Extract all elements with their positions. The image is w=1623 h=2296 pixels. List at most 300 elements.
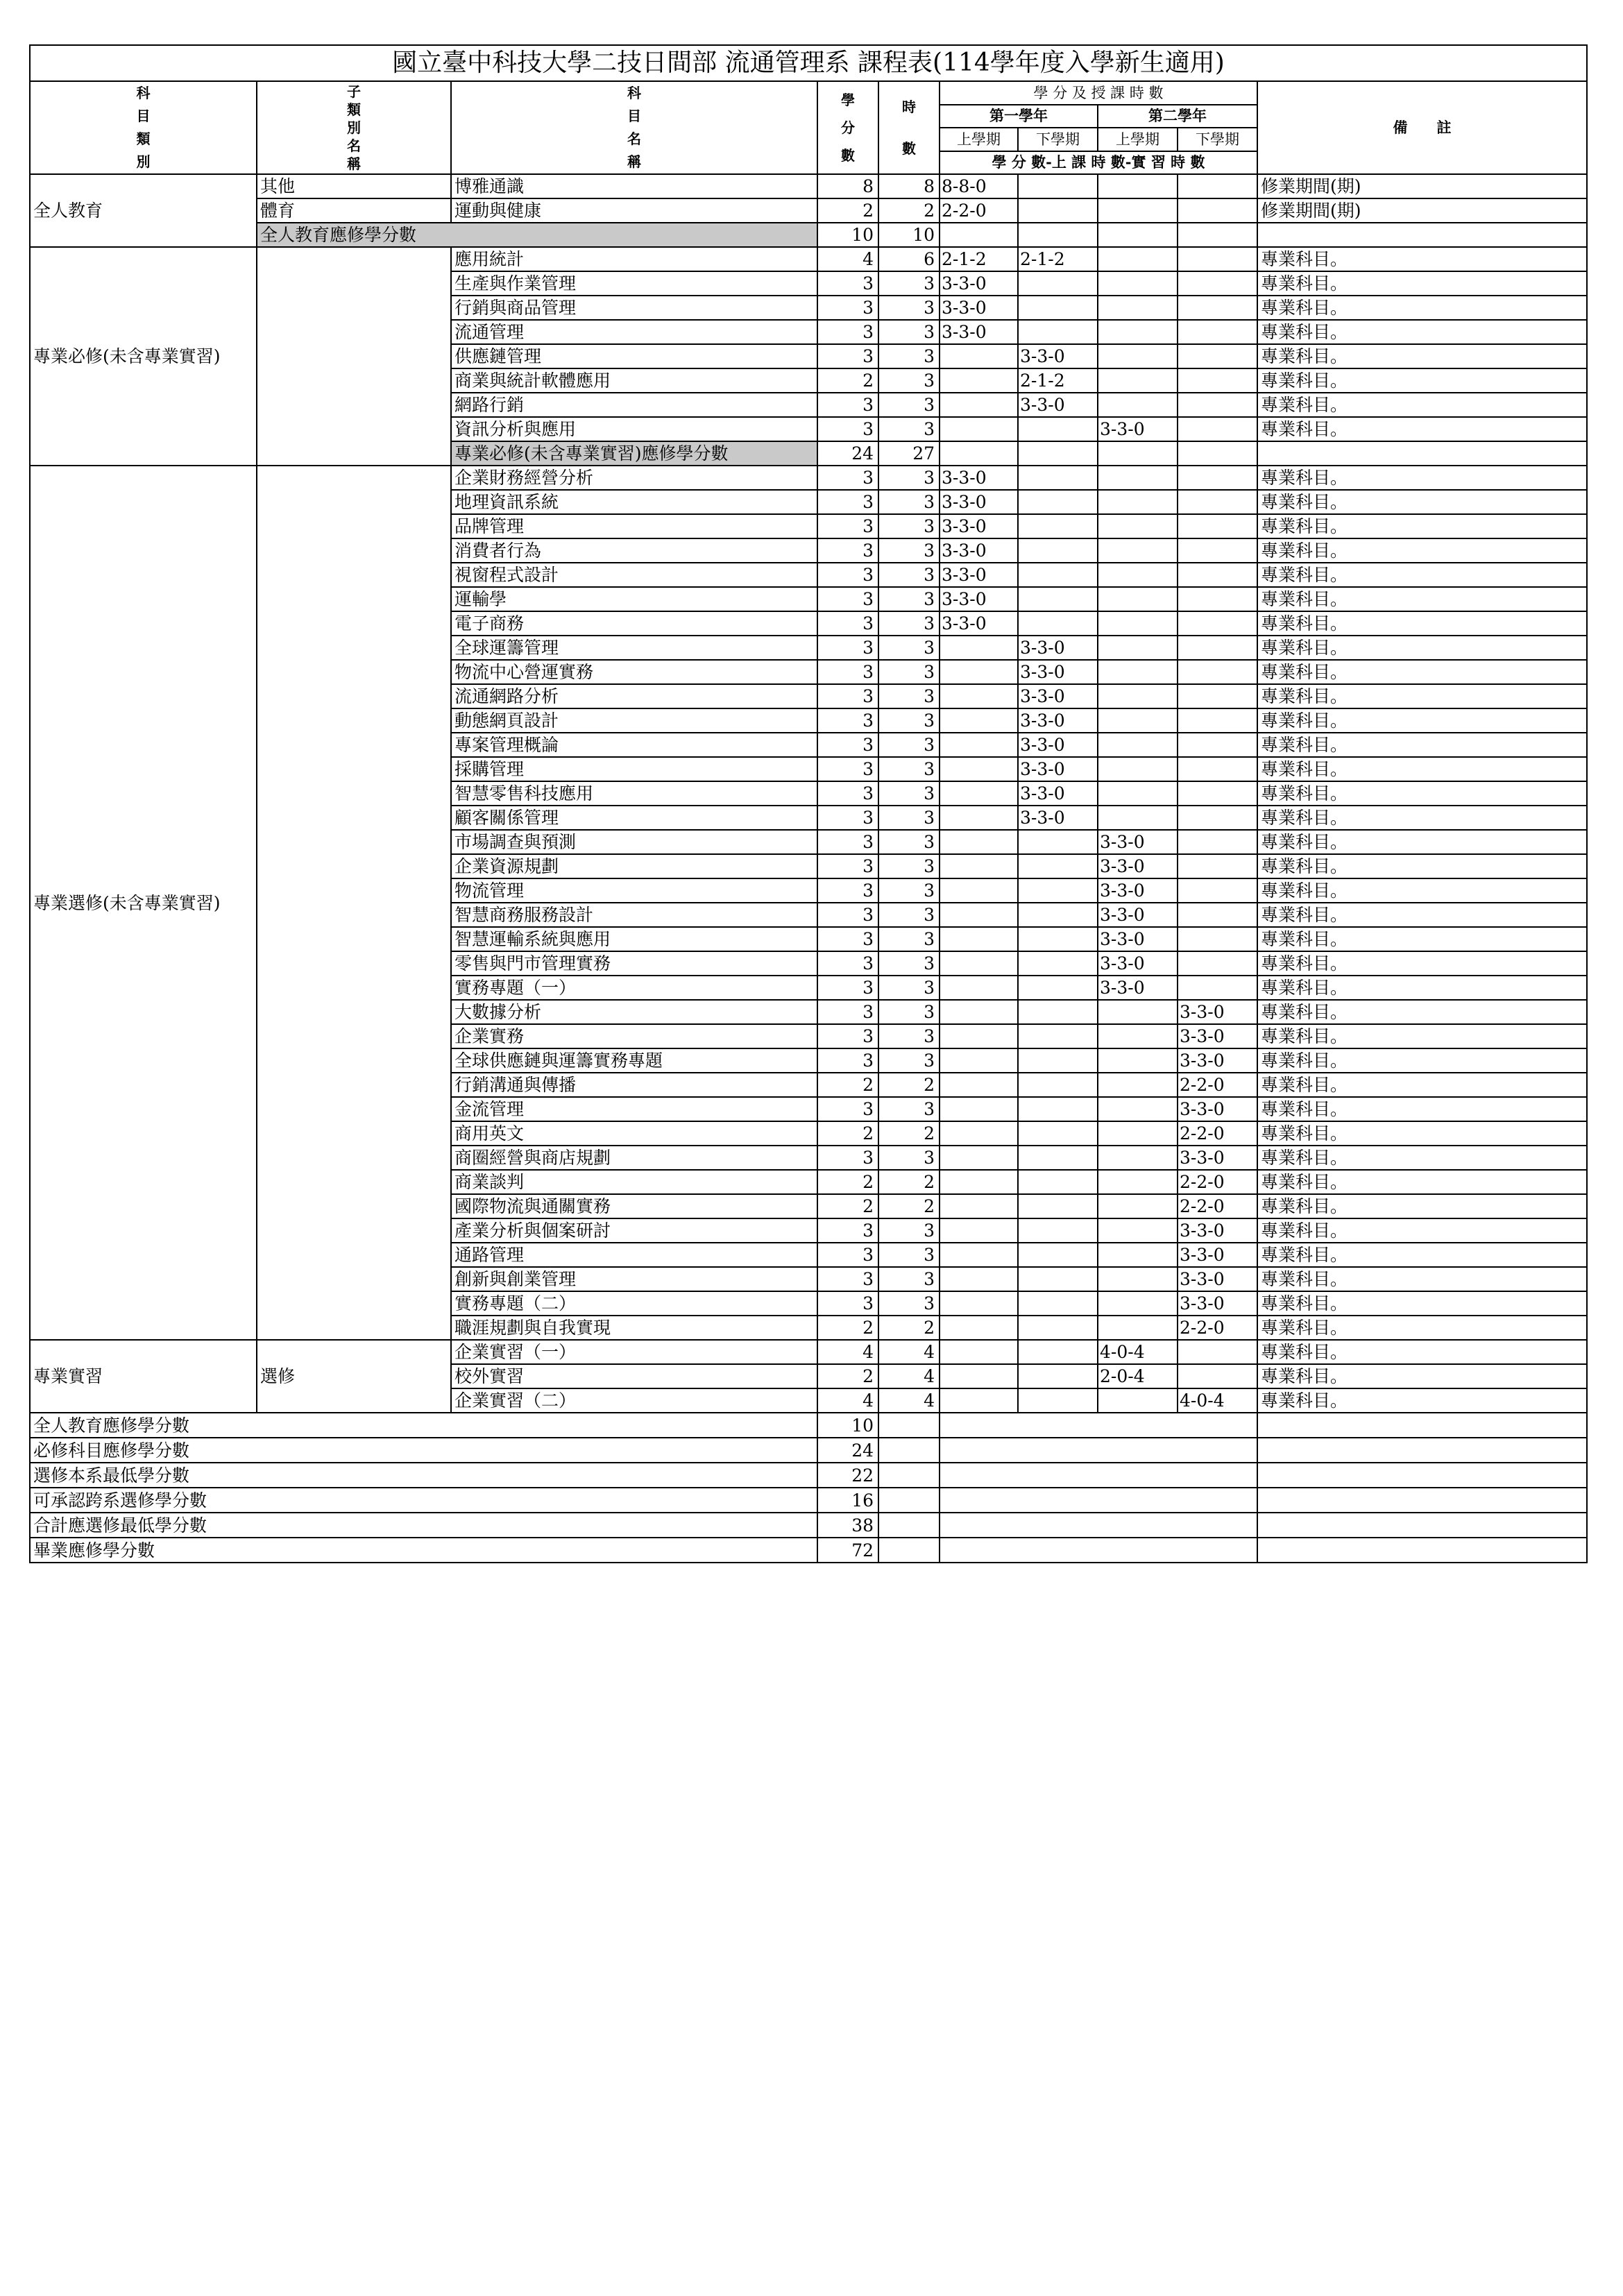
schedule-y1s2: 3-3-0 (1018, 636, 1098, 660)
schedule-y1s1 (940, 708, 1018, 733)
hours-value: 3 (878, 538, 940, 563)
schedule-y2s1 (1098, 1243, 1178, 1267)
credits-value: 3 (817, 271, 878, 296)
summary-credits: 24 (817, 1438, 878, 1463)
credits-value: 3 (817, 563, 878, 587)
subcategory-cell: 體育 (257, 198, 451, 223)
schedule-y1s1 (940, 1243, 1018, 1267)
schedule-y2s2: 2-2-0 (1178, 1073, 1257, 1097)
schedule-y1s1 (940, 927, 1018, 951)
hours-value: 3 (878, 781, 940, 806)
schedule-y2s2 (1178, 466, 1257, 490)
course-name: 流通網路分析 (451, 684, 817, 708)
schedule-y1s1 (940, 976, 1018, 1000)
schedule-y2s1 (1098, 1316, 1178, 1340)
schedule-y1s2 (1018, 563, 1098, 587)
schedule-y2s1: 3-3-0 (1098, 927, 1178, 951)
course-name: 校外實習 (451, 1364, 817, 1388)
schedule-y1s1 (940, 878, 1018, 903)
credits-value: 3 (817, 830, 878, 854)
header-sem-y1s1: 上學期 (940, 128, 1018, 151)
header-year2: 第二學年 (1098, 105, 1257, 128)
summary-row (30, 1538, 1587, 1563)
schedule-y1s2 (1018, 271, 1098, 296)
schedule-y2s2: 3-3-0 (1178, 1000, 1257, 1024)
schedule-y2s1 (1098, 1218, 1178, 1243)
course-name: 應用統計 (451, 247, 817, 271)
schedule-empty (940, 1438, 1257, 1463)
credits-value: 2 (817, 1316, 878, 1340)
summary-row (30, 1438, 1587, 1463)
credits-value: 3 (817, 806, 878, 830)
schedule-y1s1 (940, 368, 1018, 393)
hours-value: 3 (878, 878, 940, 903)
hours-value: 3 (878, 806, 940, 830)
schedule-y1s1: 3-3-0 (940, 296, 1018, 320)
schedule-y1s2 (1018, 1073, 1098, 1097)
remark-cell: 專業科目。 (1257, 1388, 1587, 1413)
schedule-y2s1 (1098, 1146, 1178, 1170)
remark-cell: 專業科目。 (1257, 806, 1587, 830)
remark-cell: 專業科目。 (1257, 1340, 1587, 1364)
schedule-y1s2 (1018, 854, 1098, 878)
hours-value: 3 (878, 271, 940, 296)
hours-value: 3 (878, 1048, 940, 1073)
schedule-y1s1 (940, 684, 1018, 708)
remark-cell (1257, 1513, 1587, 1538)
course-name: 商業與統計軟體應用 (451, 368, 817, 393)
schedule-empty (1098, 441, 1178, 466)
schedule-y1s2 (1018, 514, 1098, 538)
credits-value: 3 (817, 927, 878, 951)
schedule-y2s1: 3-3-0 (1098, 830, 1178, 854)
schedule-y1s1 (940, 660, 1018, 684)
schedule-y1s2: 2-1-2 (1018, 247, 1098, 271)
schedule-y1s2: 3-3-0 (1018, 806, 1098, 830)
schedule-y1s2 (1018, 927, 1098, 951)
credits-value: 2 (817, 1170, 878, 1194)
remark-cell: 專業科目。 (1257, 1316, 1587, 1340)
course-name: 全球供應鏈與運籌實務專題 (451, 1048, 817, 1073)
remark-cell: 專業科目。 (1257, 490, 1587, 514)
curriculum-body (30, 174, 1587, 1563)
schedule-y2s2: 3-3-0 (1178, 1097, 1257, 1121)
schedule-y1s1 (940, 830, 1018, 854)
course-name: 視窗程式設計 (451, 563, 817, 587)
schedule-y1s1: 3-3-0 (940, 320, 1018, 344)
schedule-y1s2 (1018, 1000, 1098, 1024)
credits-value: 4 (817, 1388, 878, 1413)
course-name: 商用英文 (451, 1121, 817, 1146)
schedule-y2s1 (1098, 806, 1178, 830)
course-name: 商業談判 (451, 1170, 817, 1194)
schedule-y1s1 (940, 1024, 1018, 1048)
summary-credits: 22 (817, 1463, 878, 1488)
remark-cell: 專業科目。 (1257, 417, 1587, 441)
course-name: 創新與創業管理 (451, 1267, 817, 1291)
course-name: 國際物流與通關實務 (451, 1194, 817, 1218)
schedule-y1s2: 2-1-2 (1018, 368, 1098, 393)
remark-cell: 專業科目。 (1257, 830, 1587, 854)
credits-value: 3 (817, 757, 878, 781)
credits-value: 3 (817, 733, 878, 757)
schedule-y1s2: 3-3-0 (1018, 708, 1098, 733)
schedule-y1s2 (1018, 490, 1098, 514)
hours-value: 2 (878, 1316, 940, 1340)
hours-value: 3 (878, 320, 940, 344)
schedule-y2s2 (1178, 927, 1257, 951)
course-name: 通路管理 (451, 1243, 817, 1267)
course-name: 企業實習（二） (451, 1388, 817, 1413)
schedule-y1s2 (1018, 878, 1098, 903)
remark-cell: 專業科目。 (1257, 1073, 1587, 1097)
schedule-empty (940, 1538, 1257, 1563)
course-name: 企業實務 (451, 1024, 817, 1048)
hours-value: 2 (878, 1073, 940, 1097)
remark-cell (1257, 1413, 1587, 1438)
course-name: 智慧運輸系統與應用 (451, 927, 817, 951)
schedule-y1s1 (940, 1194, 1018, 1218)
schedule-empty (940, 1513, 1257, 1538)
credits-value: 3 (817, 660, 878, 684)
hours-value: 3 (878, 368, 940, 393)
subcategory-cell (257, 466, 451, 1340)
course-name: 專案管理概論 (451, 733, 817, 757)
remark-cell: 專業科目。 (1257, 976, 1587, 1000)
remark-cell: 專業科目。 (1257, 587, 1587, 611)
schedule-y2s1 (1098, 1097, 1178, 1121)
schedule-empty (940, 1463, 1257, 1488)
hours-value: 3 (878, 1243, 940, 1267)
course-name: 全球運籌管理 (451, 636, 817, 660)
schedule-y2s2 (1178, 854, 1257, 878)
credits-value: 3 (817, 320, 878, 344)
course-name: 運動與健康 (451, 198, 817, 223)
schedule-y2s1: 3-3-0 (1098, 951, 1178, 976)
schedule-y1s1 (940, 757, 1018, 781)
schedule-y2s1 (1098, 1170, 1178, 1194)
hours-value: 3 (878, 684, 940, 708)
schedule-y1s1 (940, 1364, 1018, 1388)
summary-row (30, 1488, 1587, 1513)
summary-label: 畢業應修學分數 (30, 1538, 817, 1563)
page-title: 國立臺中科技大學二技日間部 流通管理系 課程表(114學年度入學新生適用) (30, 45, 1587, 81)
hours-value: 2 (878, 1121, 940, 1146)
course-name: 實務專題（二） (451, 1291, 817, 1316)
table-row (30, 466, 1587, 490)
schedule-y1s1 (940, 854, 1018, 878)
schedule-y1s2 (1018, 611, 1098, 636)
schedule-empty (1178, 441, 1257, 466)
schedule-y1s2: 3-3-0 (1018, 733, 1098, 757)
hours-value: 3 (878, 708, 940, 733)
course-name: 消費者行為 (451, 538, 817, 563)
schedule-y1s2 (1018, 587, 1098, 611)
schedule-y1s1: 3-3-0 (940, 611, 1018, 636)
schedule-y1s2: 3-3-0 (1018, 660, 1098, 684)
course-name: 智慧零售科技應用 (451, 781, 817, 806)
schedule-y2s1 (1098, 660, 1178, 684)
hours-empty (878, 1538, 940, 1563)
credits-value: 3 (817, 684, 878, 708)
subtotal-credits: 24 (817, 441, 878, 466)
schedule-y1s2 (1018, 174, 1098, 198)
header-sem-y2s1: 上學期 (1098, 128, 1178, 151)
remark-cell: 專業科目。 (1257, 1121, 1587, 1146)
remark-cell: 專業科目。 (1257, 781, 1587, 806)
schedule-y2s1 (1098, 1388, 1178, 1413)
schedule-y1s2 (1018, 1024, 1098, 1048)
schedule-y2s2 (1178, 611, 1257, 636)
schedule-y2s2 (1178, 757, 1257, 781)
course-name: 行銷與商品管理 (451, 296, 817, 320)
remark-cell (1257, 223, 1587, 247)
schedule-y1s1 (940, 1218, 1018, 1243)
schedule-y1s1: 3-3-0 (940, 466, 1018, 490)
schedule-y1s1: 3-3-0 (940, 514, 1018, 538)
hours-value: 3 (878, 296, 940, 320)
schedule-y2s1 (1098, 490, 1178, 514)
credits-value: 3 (817, 514, 878, 538)
hours-value: 3 (878, 393, 940, 417)
remark-cell: 專業科目。 (1257, 636, 1587, 660)
remark-cell (1257, 1438, 1587, 1463)
course-name: 網路行銷 (451, 393, 817, 417)
hours-value: 3 (878, 757, 940, 781)
schedule-y1s1 (940, 1097, 1018, 1121)
schedule-y2s1 (1098, 611, 1178, 636)
header-sem-y1s2: 下學期 (1018, 128, 1098, 151)
schedule-y2s1 (1098, 1121, 1178, 1146)
schedule-y2s2 (1178, 320, 1257, 344)
course-name: 流通管理 (451, 320, 817, 344)
header-sem-y2s2: 下學期 (1178, 128, 1257, 151)
schedule-y2s2 (1178, 684, 1257, 708)
summary-label: 必修科目應修學分數 (30, 1438, 817, 1463)
table-row (30, 174, 1587, 198)
schedule-y2s2 (1178, 976, 1257, 1000)
schedule-y2s1 (1098, 368, 1178, 393)
header-subcategory: 子 類 別 名 稱 (257, 81, 451, 174)
hours-empty (878, 1513, 940, 1538)
schedule-y1s1 (940, 1048, 1018, 1073)
course-name: 物流管理 (451, 878, 817, 903)
hours-value: 8 (878, 174, 940, 198)
remark-cell: 專業科目。 (1257, 733, 1587, 757)
schedule-y1s1 (940, 417, 1018, 441)
summary-label: 可承認跨系選修學分數 (30, 1488, 817, 1513)
schedule-y2s2 (1178, 563, 1257, 587)
schedule-y2s1 (1098, 466, 1178, 490)
schedule-y1s2 (1018, 1121, 1098, 1146)
course-name: 零售與門市管理實務 (451, 951, 817, 976)
course-name: 電子商務 (451, 611, 817, 636)
hours-empty (878, 1463, 940, 1488)
schedule-y1s2 (1018, 1340, 1098, 1364)
remark-cell: 專業科目。 (1257, 1243, 1587, 1267)
schedule-y2s2 (1178, 393, 1257, 417)
remark-cell: 專業科目。 (1257, 1097, 1587, 1121)
schedule-y1s2 (1018, 903, 1098, 927)
course-name: 採購管理 (451, 757, 817, 781)
credits-value: 3 (817, 538, 878, 563)
schedule-y2s2 (1178, 830, 1257, 854)
hours-value: 3 (878, 417, 940, 441)
course-name: 企業實習（一） (451, 1340, 817, 1364)
credits-value: 3 (817, 708, 878, 733)
schedule-y2s1 (1098, 320, 1178, 344)
schedule-y1s2 (1018, 1388, 1098, 1413)
schedule-y2s2 (1178, 636, 1257, 660)
schedule-empty (1018, 441, 1098, 466)
schedule-y2s1: 4-0-4 (1098, 1340, 1178, 1364)
subtotal-hours: 27 (878, 441, 940, 466)
credits-value: 3 (817, 611, 878, 636)
schedule-y2s1 (1098, 344, 1178, 368)
subtotal-credits: 10 (817, 223, 878, 247)
schedule-y1s2 (1018, 976, 1098, 1000)
schedule-y2s2: 2-2-0 (1178, 1194, 1257, 1218)
credits-value: 8 (817, 174, 878, 198)
schedule-empty (940, 1413, 1257, 1438)
summary-credits: 38 (817, 1513, 878, 1538)
schedule-y2s1 (1098, 538, 1178, 563)
credits-value: 3 (817, 1146, 878, 1170)
schedule-y1s2 (1018, 1316, 1098, 1340)
schedule-y1s1 (940, 1121, 1018, 1146)
summary-row (30, 1413, 1587, 1438)
schedule-y2s2 (1178, 344, 1257, 368)
remark-cell: 專業科目。 (1257, 951, 1587, 976)
schedule-y1s2 (1018, 198, 1098, 223)
course-name: 實務專題（一） (451, 976, 817, 1000)
remark-cell: 專業科目。 (1257, 538, 1587, 563)
table-row (30, 1340, 1587, 1364)
schedule-y1s1 (940, 903, 1018, 927)
credits-value: 3 (817, 1024, 878, 1048)
hours-value: 3 (878, 976, 940, 1000)
hours-value: 3 (878, 1024, 940, 1048)
schedule-y2s2 (1178, 296, 1257, 320)
schedule-y1s1 (940, 1291, 1018, 1316)
hours-value: 4 (878, 1340, 940, 1364)
schedule-y2s1 (1098, 757, 1178, 781)
schedule-y2s2 (1178, 271, 1257, 296)
schedule-y2s2 (1178, 733, 1257, 757)
remark-cell: 專業科目。 (1257, 247, 1587, 271)
schedule-y1s2 (1018, 538, 1098, 563)
schedule-empty (940, 223, 1018, 247)
header-year1: 第一學年 (940, 105, 1098, 128)
hours-value: 3 (878, 830, 940, 854)
credits-value: 2 (817, 1194, 878, 1218)
remark-cell: 專業科目。 (1257, 854, 1587, 878)
remark-cell: 專業科目。 (1257, 1194, 1587, 1218)
schedule-y1s1 (940, 1388, 1018, 1413)
remark-cell: 專業科目。 (1257, 344, 1587, 368)
hours-value: 2 (878, 198, 940, 223)
schedule-y2s2: 2-2-0 (1178, 1170, 1257, 1194)
credits-value: 3 (817, 636, 878, 660)
schedule-y2s2 (1178, 1340, 1257, 1364)
subtotal-row (30, 223, 1587, 247)
schedule-empty (1178, 223, 1257, 247)
subtotal-label: 全人教育應修學分數 (257, 223, 817, 247)
hours-value: 3 (878, 1267, 940, 1291)
schedule-y2s1 (1098, 174, 1178, 198)
course-name: 智慧商務服務設計 (451, 903, 817, 927)
schedule-y2s2 (1178, 490, 1257, 514)
header-remarks: 備 註 (1257, 81, 1587, 174)
schedule-y1s2 (1018, 1146, 1098, 1170)
summary-label: 合計應選修最低學分數 (30, 1513, 817, 1538)
hours-value: 3 (878, 1291, 940, 1316)
summary-row (30, 1513, 1587, 1538)
schedule-y2s2: 3-3-0 (1178, 1291, 1257, 1316)
table-row (30, 247, 1587, 271)
credits-value: 3 (817, 344, 878, 368)
schedule-y1s2 (1018, 1364, 1098, 1388)
remark-cell: 專業科目。 (1257, 927, 1587, 951)
category-cell: 專業實習 (30, 1340, 257, 1413)
schedule-y1s1 (940, 1267, 1018, 1291)
schedule-y1s2 (1018, 1267, 1098, 1291)
schedule-y2s1 (1098, 733, 1178, 757)
schedule-y1s2 (1018, 951, 1098, 976)
hours-value: 3 (878, 1097, 940, 1121)
schedule-y1s1: 3-3-0 (940, 587, 1018, 611)
table-row (30, 198, 1587, 223)
category-cell: 專業必修(未含專業實習) (30, 247, 257, 466)
credits-value: 3 (817, 781, 878, 806)
header-credits: 學 分 數 (817, 81, 878, 174)
schedule-y2s2 (1178, 174, 1257, 198)
remark-cell: 專業科目。 (1257, 1048, 1587, 1073)
schedule-y2s2 (1178, 951, 1257, 976)
schedule-y1s2 (1018, 296, 1098, 320)
course-name: 職涯規劃與自我實現 (451, 1316, 817, 1340)
schedule-y2s2: 3-3-0 (1178, 1146, 1257, 1170)
credits-value: 3 (817, 587, 878, 611)
hours-value: 3 (878, 636, 940, 660)
summary-label: 選修本系最低學分數 (30, 1463, 817, 1488)
credits-value: 2 (817, 368, 878, 393)
schedule-y1s1 (940, 1340, 1018, 1364)
schedule-y2s2: 2-2-0 (1178, 1121, 1257, 1146)
remark-cell: 專業科目。 (1257, 1364, 1587, 1388)
remark-cell: 專業科目。 (1257, 660, 1587, 684)
schedule-y2s2: 3-3-0 (1178, 1243, 1257, 1267)
credits-value: 4 (817, 247, 878, 271)
schedule-y1s2 (1018, 1243, 1098, 1267)
hours-value: 2 (878, 1170, 940, 1194)
schedule-y2s1: 2-0-4 (1098, 1364, 1178, 1388)
remark-cell: 專業科目。 (1257, 514, 1587, 538)
schedule-y1s1 (940, 781, 1018, 806)
remark-cell: 專業科目。 (1257, 296, 1587, 320)
schedule-y2s2: 4-0-4 (1178, 1388, 1257, 1413)
schedule-y1s2: 3-3-0 (1018, 757, 1098, 781)
course-name: 品牌管理 (451, 514, 817, 538)
hours-value: 3 (878, 903, 940, 927)
schedule-y2s2 (1178, 368, 1257, 393)
schedule-y2s2 (1178, 708, 1257, 733)
schedule-y1s2 (1018, 1170, 1098, 1194)
schedule-y1s1 (940, 733, 1018, 757)
schedule-y2s2 (1178, 538, 1257, 563)
schedule-y2s1: 3-3-0 (1098, 976, 1178, 1000)
course-name: 企業財務經營分析 (451, 466, 817, 490)
